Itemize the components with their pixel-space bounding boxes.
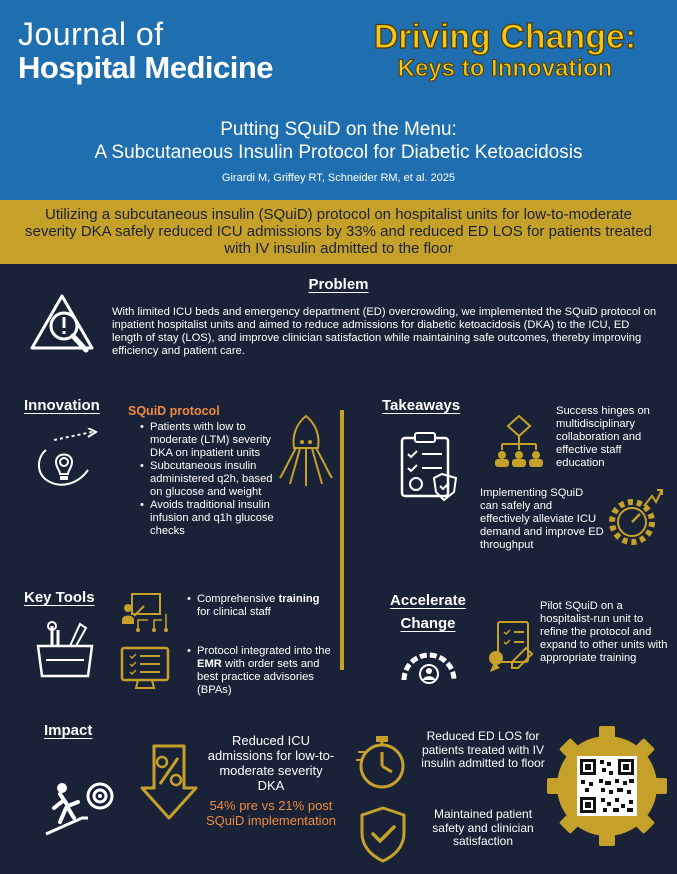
warning-magnifier-icon — [30, 292, 102, 356]
problem-text: With limited ICU beds and emergency department (ED) overcrowding, we implemented the SQuiD protocol on inpatient hospitalist units and aimed to reduce admissions for diabetic ketoacidosis (DKA) to the ICU, ED length of stay (LOS), and improve clinician satisfaction while maintaining safe outcomes, thereby improving efficiency and patient care. — [112, 306, 657, 357]
impact-ed-text: Reduced ED LOS for patients treated with IV insulin admitted to floor — [421, 729, 545, 770]
impact-icu-stat: 54% pre vs 21% post SQuiD implementation — [205, 798, 337, 828]
takeaway-1-text: Success hinges on multidisciplinary collaboration and effective staff education — [556, 405, 650, 469]
training-presenter-icon — [118, 590, 172, 634]
stopwatch-icon — [354, 732, 410, 792]
article-title — [0, 118, 677, 164]
speedometer-icon — [398, 640, 460, 686]
tool-1-text — [185, 593, 335, 619]
tool-1-text-c: for clinical staff — [197, 606, 271, 618]
squid-icon — [278, 414, 334, 488]
impact-icu-text: Reduced ICU admissions for low-to-moderate severity DKA — [207, 733, 335, 793]
article-title-line1: Putting SQuiD on the Menu: — [220, 119, 457, 140]
innovation-lightbulb-icon — [32, 428, 104, 496]
accelerate-heading — [382, 589, 474, 635]
percent-down-arrow-icon — [138, 742, 200, 822]
toolbox-icon — [32, 620, 98, 678]
innovation-subheading: SQuiD protocol — [128, 404, 220, 418]
tool-2-text-a: Protocol integrated into the — [197, 645, 331, 657]
journal-name-line1: Journal of — [18, 16, 164, 52]
takeaway-2-text: Implementing SQuiD can safely and effectively alleviate ICU demand and improve ED throughput — [480, 487, 604, 551]
series-subtitle: Keys to Innovation — [397, 54, 613, 82]
impact-heading: Impact — [44, 722, 93, 739]
tool-1-item — [197, 593, 335, 619]
article-title-line2: A Subcutaneous Insulin Protocol for Diabetic Ketoacidosis — [94, 142, 583, 163]
computer-emr-icon — [118, 646, 172, 692]
innovation-heading: Innovation — [24, 397, 100, 414]
innovation-list — [138, 421, 278, 538]
innovation-bullet: • Subcutaneous insulin administered q2h, based on glucose and weight — [150, 460, 278, 499]
article-authors: Girardi M, Griffey RT, Schneider RM, et al. 2025 — [221, 172, 456, 184]
tool-2-text-b: EMR — [197, 658, 222, 670]
accelerate-heading-line2: Change — [400, 615, 456, 632]
clipboard-checklist-icon — [398, 430, 462, 502]
gear-gauge-growth-icon — [604, 484, 664, 548]
series-banner — [345, 20, 665, 82]
tool-2-text-c: with order sets and best practice advisories (BPAs) — [197, 658, 320, 696]
impact-safety-text: Maintained patient safety and clinician satisfaction — [432, 807, 534, 848]
pilot-clipboard-icon — [486, 618, 534, 674]
goal-climber-icon — [42, 778, 114, 838]
tool-2-text — [185, 645, 335, 697]
tool-1-text-b: training — [278, 593, 320, 605]
column-divider — [340, 410, 344, 670]
accelerate-heading-line1: Accelerate — [390, 592, 466, 609]
innovation-bullet: • Avoids traditional insulin infusion and q1h glucose checks — [150, 499, 278, 538]
summary-banner — [0, 200, 677, 264]
summary-text: Utilizing a subcutaneous insulin (SQuiD) protocol on hospitalist units for low-to-moderate severity DKA safely reduced ICU admissions by 33% and reduced ED LOS for patients treated with IV insulin admitted to the floor — [25, 206, 652, 257]
series-title: Driving Change: — [373, 18, 637, 56]
takeaways-heading: Takeaways — [382, 397, 461, 414]
problem-heading: Problem — [308, 276, 369, 293]
innovation-bullet: • Patients with low to moderate (LTM) severity DKA on inpatient units — [150, 421, 278, 460]
key-tools-heading: Key Tools — [24, 589, 95, 606]
shield-check-icon — [358, 805, 408, 863]
qr-code-gear[interactable] — [545, 724, 669, 848]
tool-1-text-a: Comprehensive — [197, 593, 279, 605]
header — [0, 0, 677, 200]
tool-2-item — [197, 645, 335, 697]
journal-logo — [18, 18, 273, 83]
accelerate-text: Pilot SQuiD on a hospitalist-run unit to refine the protocol and expand to other units with appropriate training — [540, 600, 668, 664]
team-network-icon — [490, 412, 548, 468]
journal-name-line2: Hospital Medicine — [18, 50, 274, 85]
